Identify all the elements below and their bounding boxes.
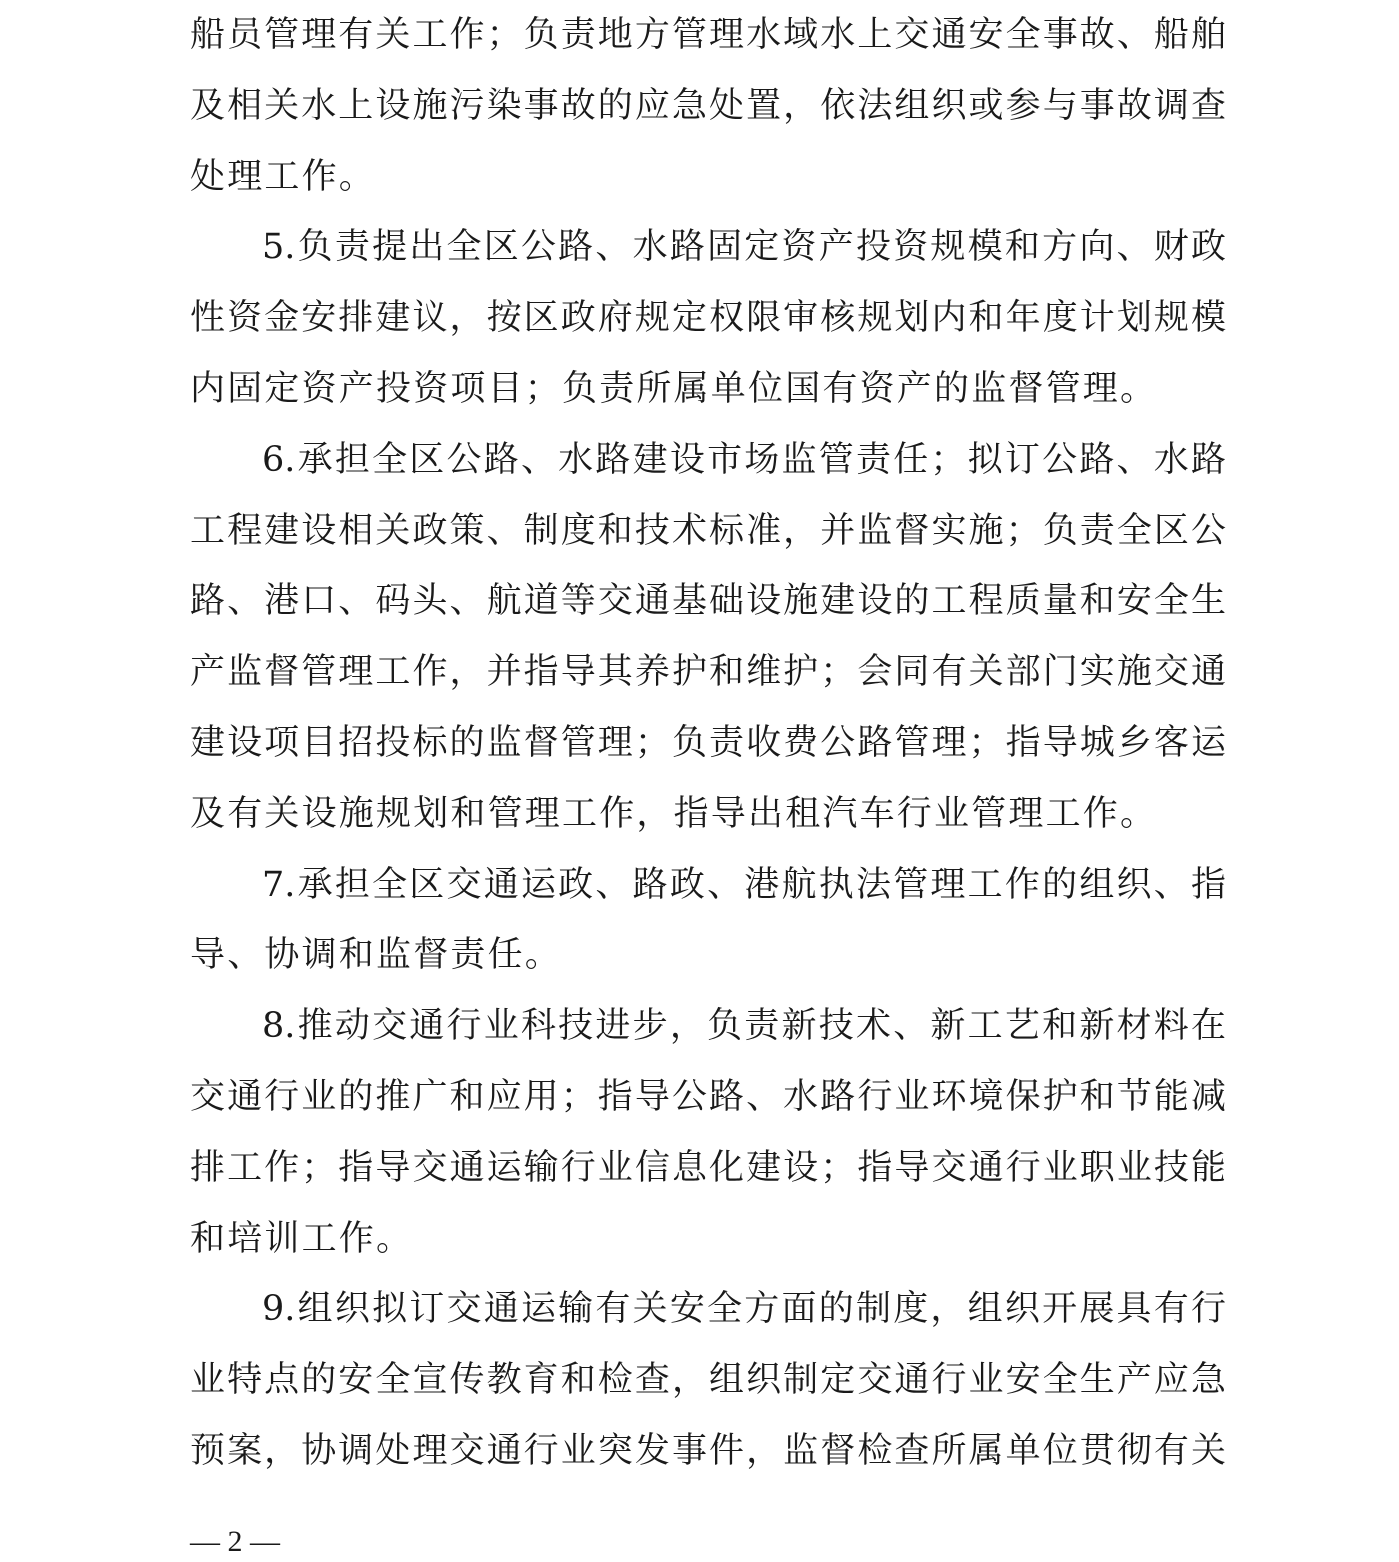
text-line: 业特点的安全宣传教育和检查，组织制定交通行业安全生产应急 [190,1360,1226,1401]
text-line: 处理工作。 [190,156,377,197]
text-line: 8.推动交通行业科技进步，负责新技术、新工艺和新材料在 [262,1006,1226,1047]
text-line: 导、协调和监督责任。 [190,935,563,976]
text-line: 产监督管理工作，并指导其养护和维护；会同有关部门实施交通 [190,652,1226,693]
text-line: 5.负责提出全区公路、水路固定资产投资规模和方向、财政 [262,227,1226,268]
text-line: 船员管理有关工作；负责地方管理水域水上交通安全事故、船舶 [190,15,1226,55]
text-line: 交通行业的推广和应用；指导公路、水路行业环境保护和节能减 [190,1076,1226,1117]
text-line: 6.承担全区公路、水路建设市场监管责任；拟订公路、水路 [262,439,1226,480]
text-line: 及有关设施规划和管理工作，指导出租汽车行业管理工作。 [190,793,1158,834]
document-body [190,0,1226,1487]
text-line: 7.承担全区交通运政、路政、港航执法管理工作的组织、指 [262,864,1226,905]
text-line: 排工作；指导交通运输行业信息化建设；指导交通行业职业技能 [190,1147,1226,1188]
text-line: 性资金安排建议，按区政府规定权限审核规划内和年度计划规模 [190,298,1226,339]
text-line: 工程建设相关政策、制度和技术标准，并监督实施；负责全区公 [190,510,1226,551]
text-line: 9.组织拟订交通运输有关安全方面的制度，组织开展具有行 [262,1289,1226,1330]
text-line: 预案，协调处理交通行业突发事件，监督检查所属单位贯彻有关 [190,1430,1226,1471]
text-line: 路、港口、码头、航道等交通基础设施建设的工程质量和安全生 [190,581,1226,622]
text-line: 和培训工作。 [190,1218,414,1259]
page-number: — 2 — [190,1525,280,1558]
text-line: 建设项目招投标的监督管理；负责收费公路管理；指导城乡客运 [190,722,1226,763]
text-line: 及相关水上设施污染事故的应急处置，依法组织或参与事故调查 [190,85,1226,126]
text-line: 内固定资产投资项目；负责所属单位国有资产的监督管理。 [190,368,1158,409]
